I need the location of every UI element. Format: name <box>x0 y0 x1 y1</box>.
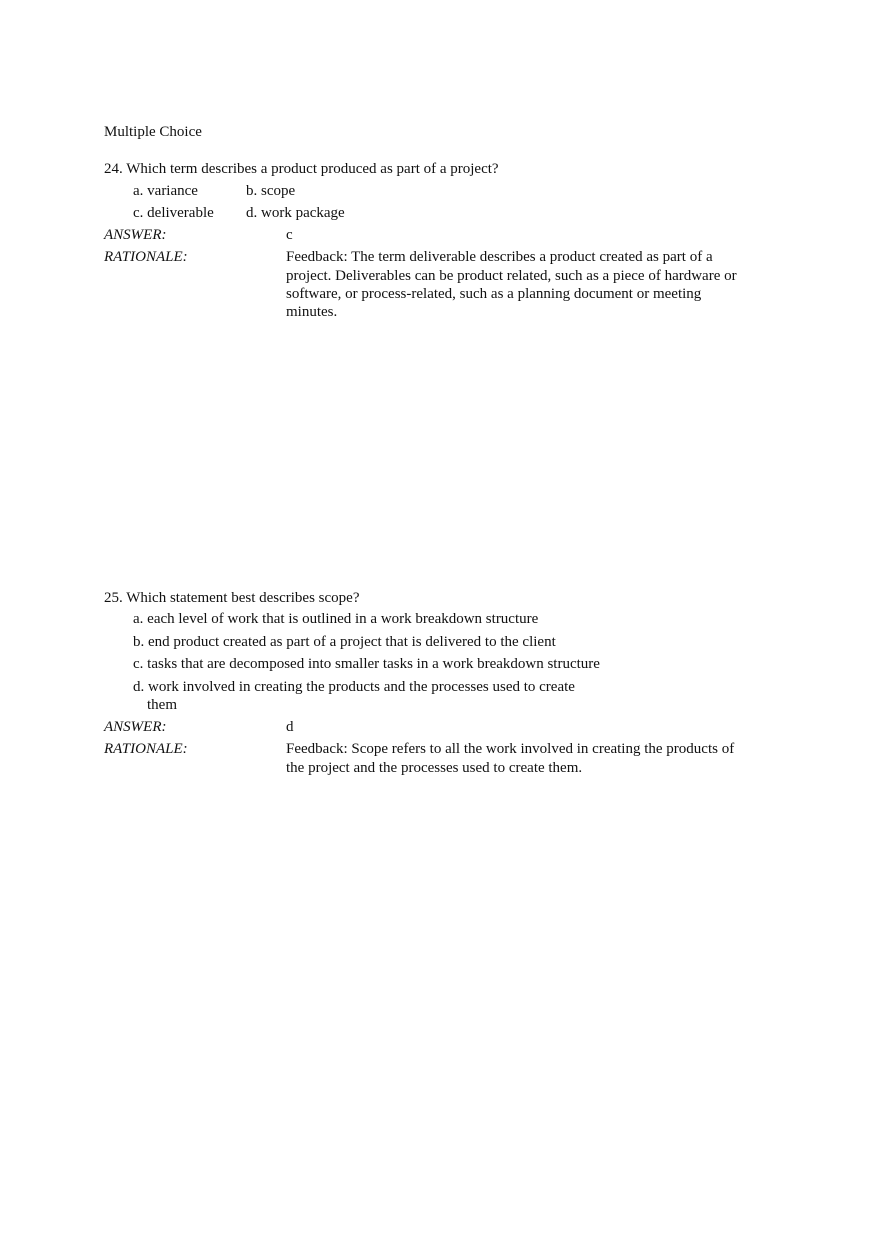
question-24-option-c: c. deliverable <box>133 205 214 221</box>
question-25-rationale-line-2: the project and the processes used to create them. <box>286 760 583 776</box>
question-24-option-b: b. scope <box>246 183 296 199</box>
question-25-answer: d <box>286 719 294 735</box>
question-24-answer-label: ANSWER: <box>104 227 167 243</box>
question-25-rationale-label: RATIONALE: <box>104 741 188 757</box>
question-24-rationale-label: RATIONALE: <box>104 249 188 265</box>
question-25-option-b: b. end product created as part of a project that is delivered to the client <box>133 634 556 650</box>
question-25-answer-label: ANSWER: <box>104 719 167 735</box>
question-24-rationale-line-1: Feedback: The term deliverable describes a product created as part of a <box>286 249 713 265</box>
question-24-option-a: a. variance <box>133 183 198 199</box>
question-24-stem: 24. Which term describes a product produced as part of a project? <box>104 161 499 177</box>
question-25-option-d-continued: them <box>147 697 177 713</box>
question-25-option-d: d. work involved in creating the products and the processes used to create <box>133 679 575 695</box>
section-title: Multiple Choice <box>104 124 202 140</box>
question-24-rationale-line-4: minutes. <box>286 304 338 320</box>
question-25-rationale-line-1: Feedback: Scope refers to all the work involved in creating the products of <box>286 741 735 757</box>
question-24-answer: c <box>286 227 293 243</box>
question-25-option-a: a. each level of work that is outlined in a work breakdown structure <box>133 611 539 627</box>
question-25-stem: 25. Which statement best describes scope? <box>104 590 360 606</box>
question-25-option-c: c. tasks that are decomposed into smaller tasks in a work breakdown structure <box>133 656 600 672</box>
question-24-rationale-line-3: software, or process-related, such as a planning document or meeting <box>286 286 702 302</box>
question-24-rationale-line-2: project. Deliverables can be product related, such as a piece of hardware or <box>286 268 737 284</box>
question-24-option-d: d. work package <box>246 205 345 221</box>
